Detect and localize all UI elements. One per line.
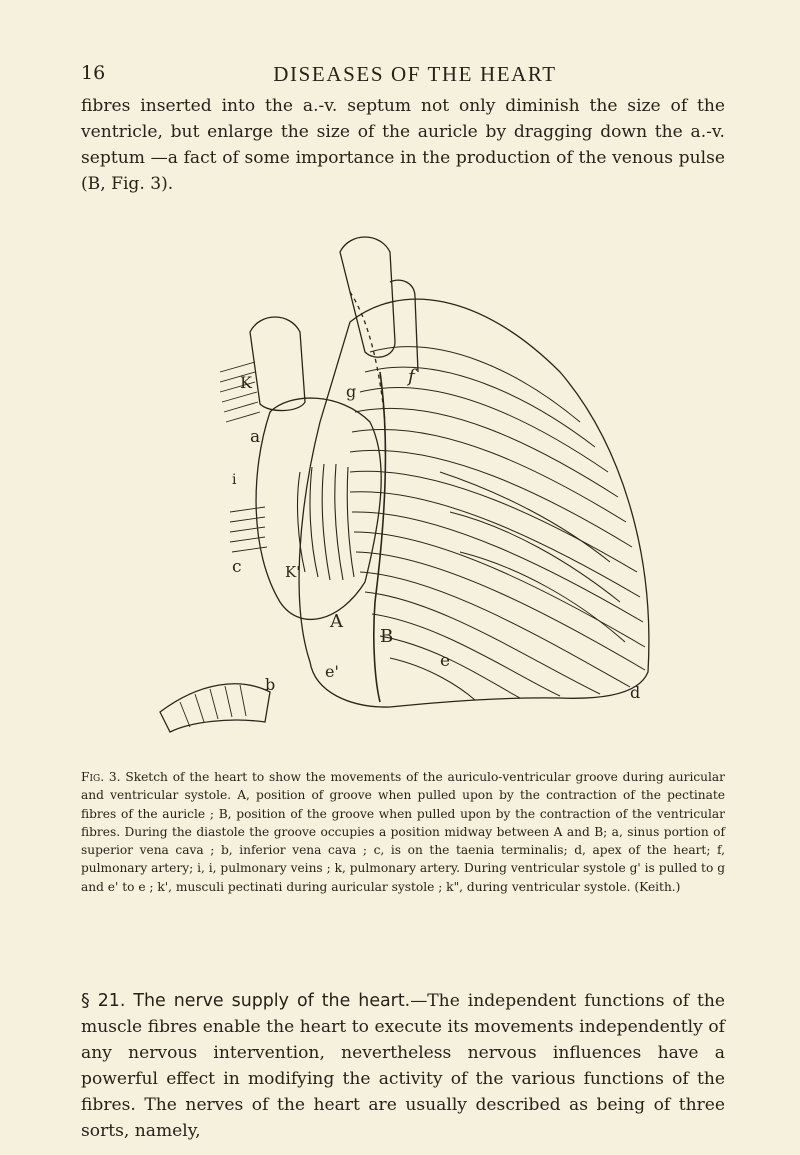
running-title: DISEASES OF THE HEART <box>273 62 557 86</box>
heart-sketch-illustration <box>140 222 660 762</box>
figure-label-e: e <box>440 651 451 671</box>
figure-label-g: g <box>346 382 357 401</box>
heart-sketch-figure <box>140 222 660 762</box>
figure-label-d: d <box>630 683 641 702</box>
page-number: 16 <box>81 62 106 84</box>
figure-label-B: B <box>380 626 394 647</box>
section-21-paragraph <box>81 988 725 1144</box>
pectinate-muscles <box>298 464 354 580</box>
ventricle-outline <box>299 299 649 707</box>
superior-vena-cava <box>250 317 305 411</box>
intro-paragraph: fibres inserted into the a.-v. septum not only diminish the size of the ventricle, but enlarge the size of the auricle by dragging down the a.-v. septum —a fact of some importance in the production of the venous pulse (B, Fig. 3). <box>81 96 725 194</box>
figure-caption-text: Sketch of the heart to show the movements of the auriculo-ventricular groove during auricular and ventricular systole. A, position of groove when pulled upon by the contraction of the pectinate fibres of the auricle ; B, position of the groove when pulled upon by the contraction of the ventricular fibres. During the diastole the groove occupies a position midway between A and B; a, sinus portion of superior vena cava ; b, inferior vena cava ; c, is on the taenia terminalis; d, apex of the heart; f, pulmonary artery; i, i, pulmonary veins ; k, pulmonary artery. During ventricular systole g' is pulled to g and e' to e ; k', musculi pectinati during auricular systole ; k", during ventricular systole. (Keith.) <box>81 770 726 894</box>
figure-label-k-prime: K' <box>285 563 301 581</box>
figure-label-b: b <box>265 675 276 694</box>
figure-label-a: a <box>250 427 261 447</box>
aorta-outline <box>340 237 395 357</box>
auricle-outline <box>256 398 381 619</box>
figure-label-k: K <box>240 373 252 392</box>
figure-label-A: A <box>330 611 343 632</box>
section-text: —The independent functions of the muscle fibres enable the heart to execute its movements independently of any nervous intervention, nevertheless nervous influences have a powerful effect in modifying the activity of the various functions of the fibres. The nerves of the heart are usually described as being of three sorts, namely, <box>81 991 725 1141</box>
figure-label-i: i <box>232 472 237 488</box>
ventricular-fibres <box>350 347 645 700</box>
figure-label-f: f <box>408 366 415 387</box>
figure-caption <box>81 768 725 896</box>
figure-caption-label: Fig. 3. <box>81 770 121 784</box>
figure-label-e-prime: e' <box>325 662 339 681</box>
figure-label-c: c <box>232 557 242 577</box>
section-heading: § 21. The nerve supply of the heart. <box>81 991 411 1011</box>
